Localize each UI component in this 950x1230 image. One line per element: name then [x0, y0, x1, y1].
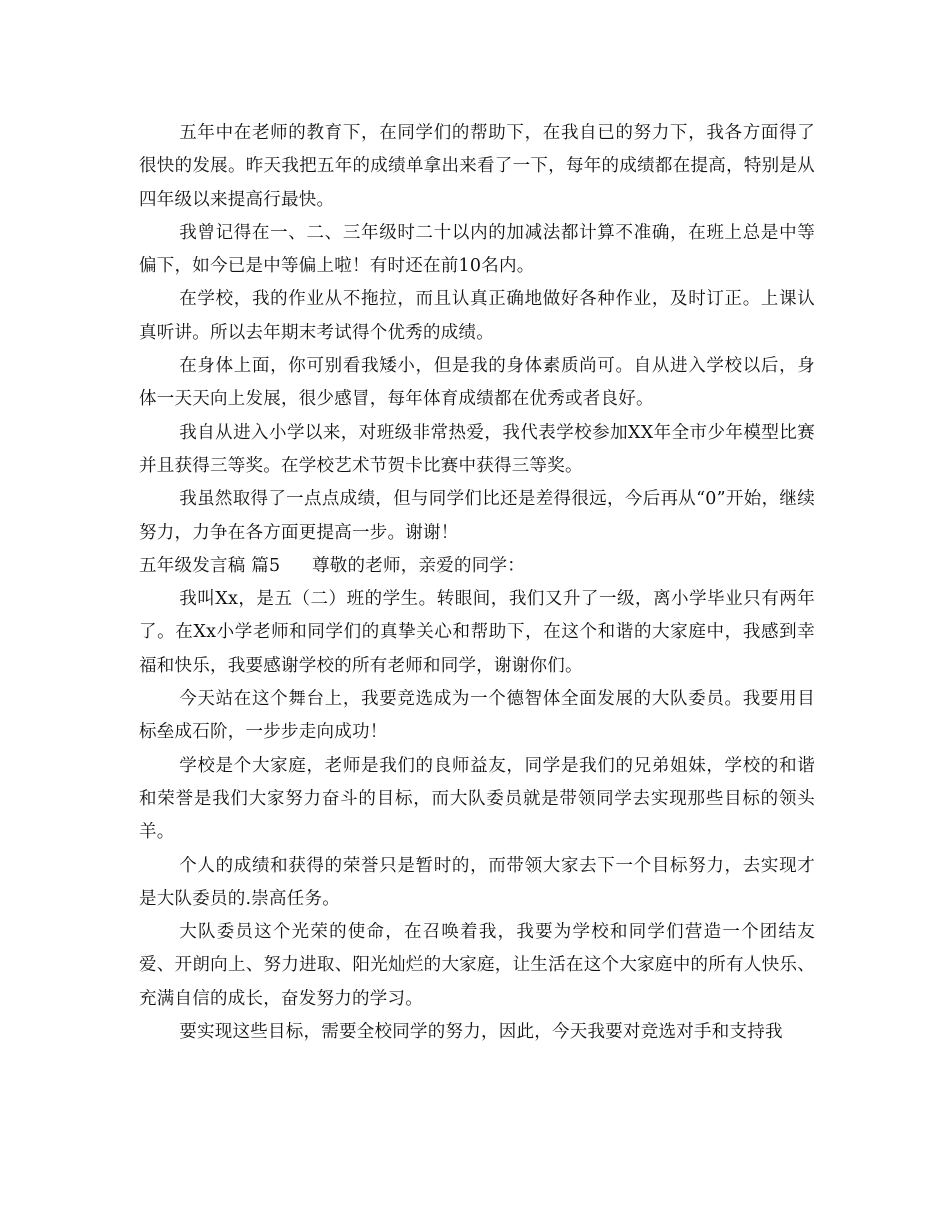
paragraph: 大队委员这个光荣的使命，在召唤着我，我要为学校和同学们营造一个团结友爱、开朗向上、努力进取、阳光灿烂的大家庭，让生活在这个大家庭中的所有人快乐、充满自信的成长，奋发努力的学习。: [139, 922, 815, 1009]
paragraph: 在学校，我的作业从不拖拉，而且认真正确地做好各种作业，及时订正。上课认真听讲。所以去年期末考试得个优秀的成绩。: [139, 289, 815, 343]
section-title: 五年级发言稿 篇5: [139, 555, 281, 576]
paragraph: 今天站在这个舞台上，我要竞选成为一个德智体全面发展的大队委员。我要用目标垒成石阶，一步步走向成功！: [139, 689, 815, 743]
paragraph: 学校是个大家庭，老师是我们的良师益友，同学是我们的兄弟姐妹，学校的和谐和荣誉是我们大家努力奋斗的目标，而大队委员就是带领同学去实现那些目标的领头羊。: [139, 755, 815, 843]
document-page: [139, 117, 815, 1049]
section-heading-line: [139, 550, 815, 583]
paragraph: 我叫Xx，是五（二）班的学生。转眼间，我们又升了一级，离小学毕业只有两年了。在Xx小学老师和同学们的真挚关心和帮助下，在这个和谐的大家庭中，我感到幸福和快乐，我要感谢学校的所有老师和同学，谢谢你们。: [139, 589, 815, 676]
paragraph: 我虽然取得了一点点成绩，但与同学们比还是差得很远，今后再从“0”开始，继续努力，力争在各方面更提高一步。谢谢！: [139, 489, 815, 543]
greeting: 尊敬的老师，亲爱的同学：: [311, 555, 525, 576]
paragraph: 我自从进入小学以来，对班级非常热爱，我代表学校参加XX年全市少年模型比赛并且获得三等奖。在学校艺术节贺卡比赛中获得三等奖。: [139, 422, 815, 476]
paragraph: 在身体上面，你可别看我矮小，但是我的身体素质尚可。自从进入学校以后，身体一天天向上发展，很少感冒，每年体育成绩都在优秀或者良好。: [139, 356, 815, 410]
paragraph: 我曾记得在一、二、三年级时二十以内的加减法都计算不准确，在班上总是中等偏下，如今已是中等偏上啦！有时还在前10名内。: [139, 222, 815, 277]
paragraph: 要实现这些目标，需要全校同学的努力，因此，今天我要对竞选对手和支持我: [179, 1022, 783, 1043]
paragraph: 个人的成绩和获得的荣誉只是暂时的，而带领大家去下一个目标努力，去实现才是大队委员的.崇高任务。: [139, 855, 815, 909]
paragraph: 五年中在老师的教育下，在同学们的帮助下，在我自已的努力下，我各方面得了很快的发展。昨天我把五年的成绩单拿出来看了一下，每年的成绩都在提高，特别是从四年级以来提高行最快。: [139, 123, 815, 210]
